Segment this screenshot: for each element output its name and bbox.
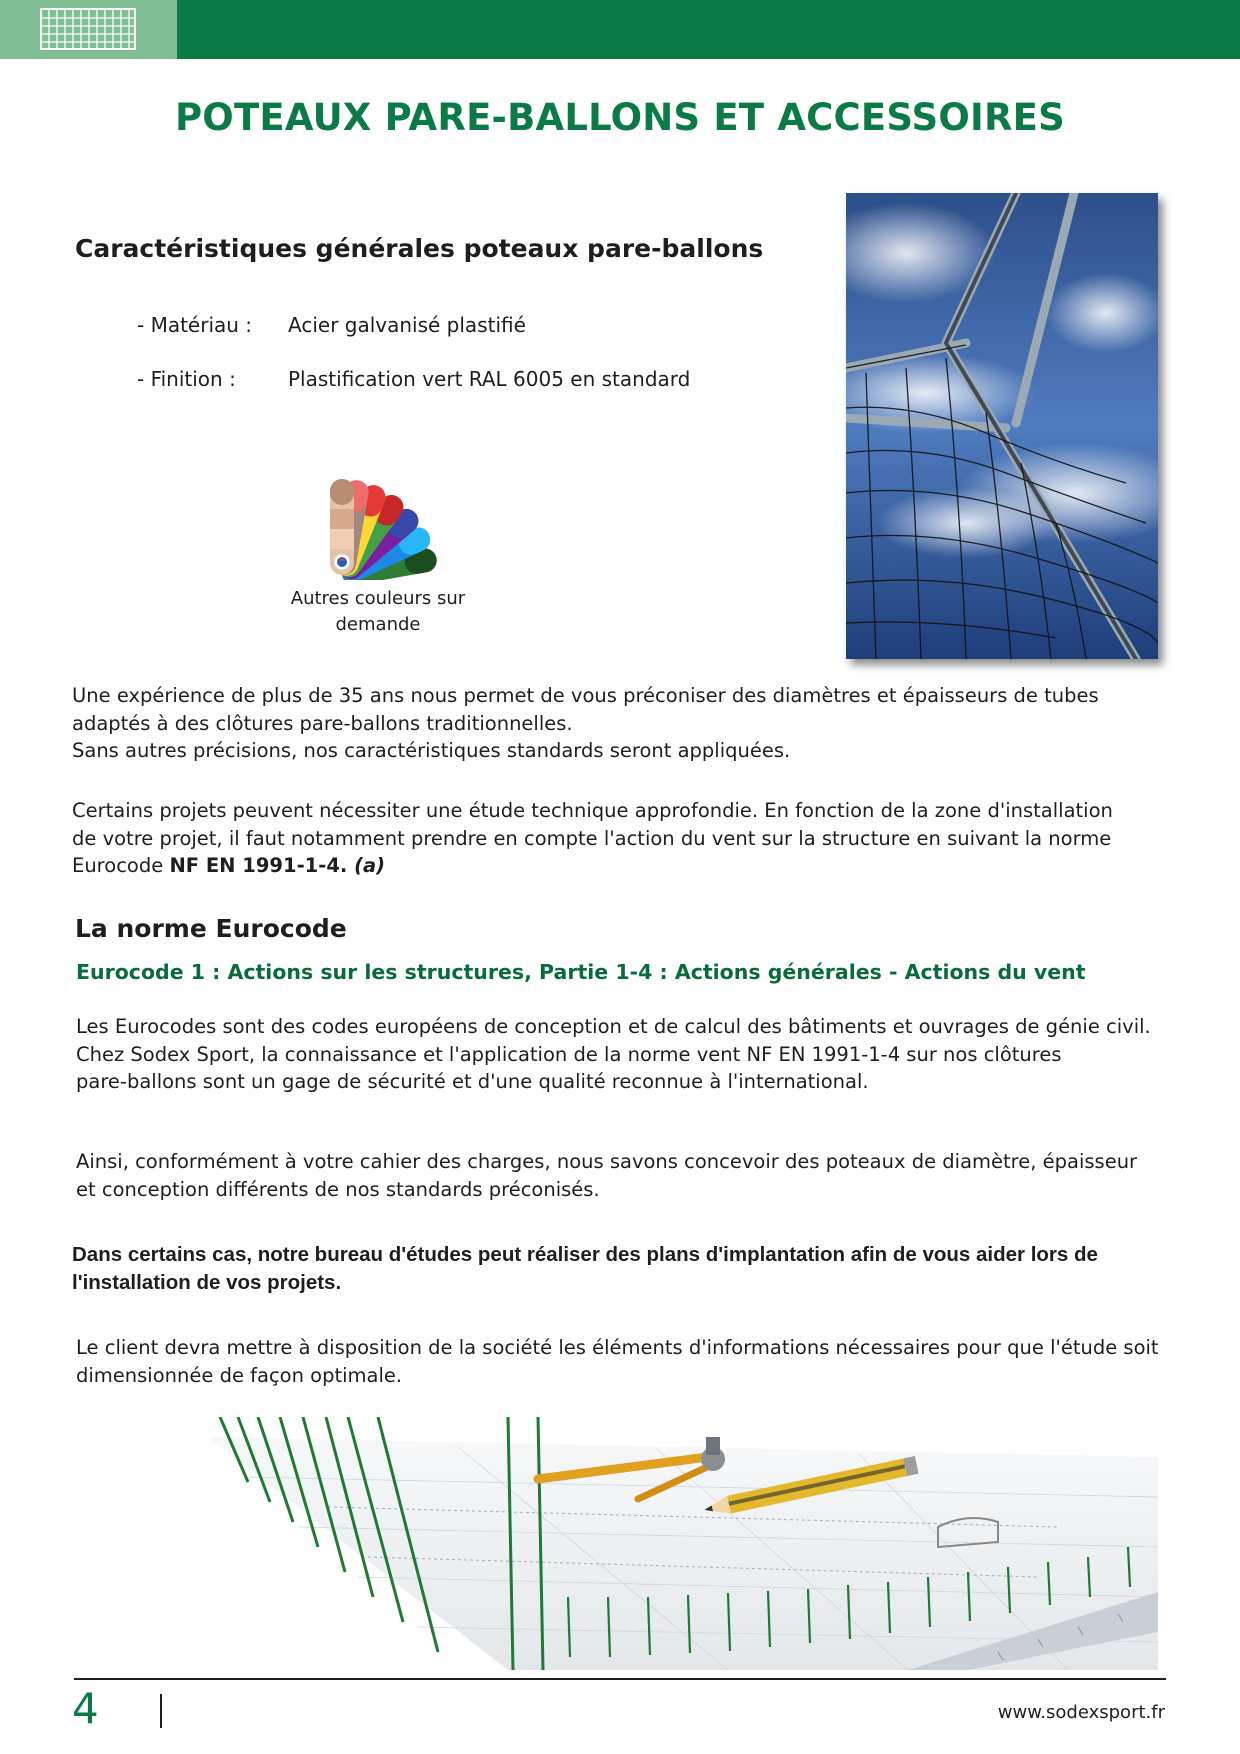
text-line: Le client devra mettre à disposition de la société les éléments d'informations nécessaires pour que l'étude soit [76, 1336, 1159, 1359]
intro-paragraph-2 [72, 797, 1113, 880]
client-paragraph [76, 1334, 1159, 1389]
text-line: adaptés à des clôtures pare-ballons traditionnelles. [72, 711, 573, 735]
color-swatch-fan-icon [320, 470, 440, 580]
palette-caption-line: Autres couleurs sur [290, 588, 466, 609]
header-bar [0, 0, 1240, 59]
site-plan-render [208, 1417, 1158, 1670]
text-line: Ainsi, conformément à votre cahier des charges, nous savons concevoir des poteaux de diamètre, épaisseur [76, 1150, 1138, 1173]
eurocode-paragraph-1 [76, 1013, 1151, 1096]
text-line: Sans autres précisions, nos caractéristiques standards seront appliquées. [72, 739, 791, 762]
characteristics-heading: Caractéristiques générales poteaux pare-ballons [75, 234, 764, 263]
fence-net-icon [40, 8, 136, 50]
page-number: 4 [72, 1684, 99, 1733]
text-line: Chez Sodex Sport, la connaissance et l'application de la norme vent NF EN 1991-1-4 sur nos clôtures [76, 1042, 1062, 1066]
norm-reference: NF EN 1991-1-4. [169, 854, 348, 877]
text-line: Dans certains cas, notre bureau d'études peut réaliser des plans d'implantation afin de vous aider lors de [72, 1243, 1098, 1266]
spec-label: - Finition : [137, 367, 236, 391]
page-title: POTEAUX PARE-BALLONS ET ACCESSOIRES [174, 96, 1065, 139]
header-tab [0, 0, 177, 59]
text-line: Certains projets peuvent nécessiter une étude technique approfondie. En fonction de la zone d'installation [72, 799, 1113, 822]
palette-caption-line: demande [335, 614, 421, 635]
footer-separator [160, 1694, 162, 1728]
text-span: Eurocode [72, 854, 170, 877]
spec-label: - Matériau : [137, 313, 253, 337]
text-line: de votre projet, il faut notamment prendre en compte l'action du vent sur la structure en suivant la norme [72, 826, 1112, 850]
text-line: et conception différents de nos standards préconisés. [76, 1177, 600, 1201]
spec-value: Acier galvanisé plastifié [288, 313, 526, 337]
eurocode-heading: La norme Eurocode [75, 914, 347, 943]
text-line: l'installation de vos projets. [72, 1270, 342, 1294]
text-line: dimensionnée de façon optimale. [76, 1363, 403, 1387]
footer-divider [74, 1678, 1166, 1680]
text-line [72, 852, 1113, 880]
website-url[interactable]: www.sodexsport.fr [997, 1702, 1165, 1723]
spec-value: Plastification vert RAL 6005 en standard [288, 367, 691, 391]
eurocode-subheading: Eurocode 1 : Actions sur les structures, Partie 1-4 : Actions générales - Actions du vent [76, 960, 1086, 984]
text-line: Les Eurocodes sont des codes européens de conception et de calcul des bâtiments et ouvrages de génie civil. [76, 1015, 1151, 1038]
eurocode-paragraph-2 [76, 1148, 1137, 1203]
text-line: Une expérience de plus de 35 ans nous permet de vous préconiser des diamètres et épaisseurs de tubes [72, 684, 1099, 707]
design-office-paragraph [72, 1241, 1098, 1296]
text-line: pare-ballons sont un gage de sécurité et d'une qualité reconnue à l'international. [76, 1070, 869, 1093]
palette-caption [268, 586, 488, 638]
intro-paragraph-1 [72, 682, 1099, 765]
footnote-ref: (a) [347, 854, 386, 877]
goal-net-photo [846, 193, 1158, 659]
